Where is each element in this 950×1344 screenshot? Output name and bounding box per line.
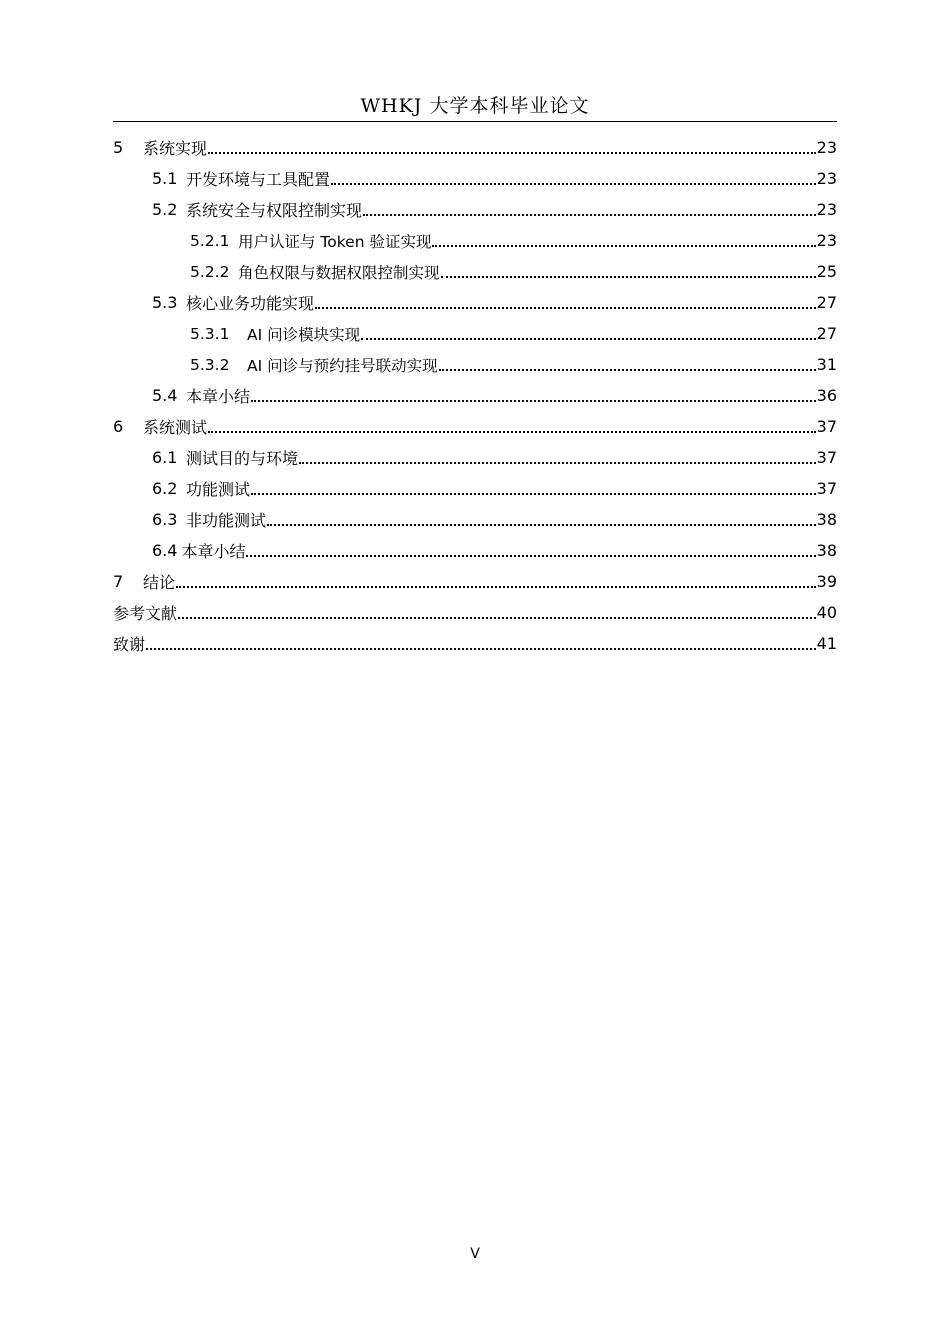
toc-entry-number: 5.2.1 bbox=[190, 231, 230, 250]
toc-entry-number: 7 bbox=[113, 572, 124, 591]
toc-dot-leader bbox=[331, 182, 816, 185]
toc-entry-number: 6.2 bbox=[152, 479, 178, 498]
toc-entry-page: 39 bbox=[816, 572, 837, 591]
toc-entry-page: 25 bbox=[816, 262, 837, 281]
toc-entry[interactable] bbox=[113, 194, 837, 225]
table-of-contents bbox=[113, 132, 837, 659]
toc-entry-title: 系统实现 bbox=[143, 139, 208, 158]
toc-entry[interactable] bbox=[113, 504, 837, 535]
toc-entry-number: 5.2 bbox=[152, 200, 178, 219]
toc-entry-page: 31 bbox=[816, 355, 837, 374]
toc-entry-title: 系统测试 bbox=[143, 418, 208, 437]
toc-entry-page: 38 bbox=[816, 541, 837, 560]
toc-entry-number: 6.4 bbox=[152, 541, 178, 560]
toc-entry-page: 27 bbox=[816, 324, 837, 343]
toc-entry[interactable] bbox=[113, 535, 837, 566]
toc-entry[interactable] bbox=[113, 318, 837, 349]
toc-entry[interactable] bbox=[113, 628, 837, 659]
toc-entry-page: 23 bbox=[816, 169, 837, 188]
toc-entry-page: 23 bbox=[816, 231, 837, 250]
toc-entry[interactable] bbox=[113, 287, 837, 318]
toc-entry-title: 核心业务功能实现 bbox=[186, 294, 315, 313]
toc-entry-number: 5 bbox=[113, 138, 124, 157]
toc-dot-leader bbox=[176, 585, 816, 588]
toc-entry-title: 系统安全与权限控制实现 bbox=[186, 201, 363, 220]
toc-entry[interactable] bbox=[113, 442, 837, 473]
toc-entry-number: 6.3 bbox=[152, 510, 178, 529]
toc-dot-leader bbox=[146, 647, 816, 650]
toc-entry-title: 结论 bbox=[143, 573, 176, 592]
toc-entry-title: 角色权限与数据权限控制实现 bbox=[238, 263, 440, 282]
toc-entry[interactable] bbox=[113, 473, 837, 504]
toc-dot-leader bbox=[208, 151, 816, 154]
toc-dot-leader bbox=[251, 399, 816, 402]
toc-entry-title: 非功能测试 bbox=[186, 511, 267, 530]
toc-entry-title: 本章小结 bbox=[186, 387, 251, 406]
footer-page-number: V bbox=[470, 1246, 480, 1262]
toc-entry-number: 5.4 bbox=[152, 386, 178, 405]
toc-entry[interactable] bbox=[113, 225, 837, 256]
toc-entry-number: 5.3.2 bbox=[190, 355, 230, 374]
toc-dot-leader bbox=[267, 523, 816, 526]
toc-entry-title: 用户认证与 Token 验证实现 bbox=[238, 232, 432, 251]
toc-entry-title: 测试目的与环境 bbox=[186, 449, 299, 468]
toc-entry[interactable] bbox=[113, 163, 837, 194]
toc-entry-title: 参考文献 bbox=[113, 604, 178, 623]
toc-dot-leader bbox=[363, 213, 816, 216]
toc-entry-number: 5.3 bbox=[152, 293, 178, 312]
toc-entry-number: 5.2.2 bbox=[190, 262, 230, 281]
toc-entry[interactable] bbox=[113, 256, 837, 287]
toc-entry-number: 5.3.1 bbox=[190, 324, 230, 343]
toc-entry-page: 36 bbox=[816, 386, 837, 405]
toc-dot-leader bbox=[246, 554, 815, 557]
toc-entry-page: 23 bbox=[816, 200, 837, 219]
toc-dot-leader bbox=[251, 492, 816, 495]
toc-entry[interactable] bbox=[113, 566, 837, 597]
toc-entry-page: 38 bbox=[816, 510, 837, 529]
toc-dot-leader bbox=[432, 244, 815, 247]
toc-entry-title: 功能测试 bbox=[186, 480, 251, 499]
toc-entry[interactable] bbox=[113, 349, 837, 380]
toc-entry[interactable] bbox=[113, 380, 837, 411]
toc-entry-page: 23 bbox=[816, 138, 837, 157]
toc-entry-number: 5.1 bbox=[152, 169, 178, 188]
toc-entry-title: 本章小结 bbox=[181, 542, 246, 561]
toc-entry-title: AI 问诊模块实现 bbox=[247, 325, 361, 344]
toc-entry-page: 37 bbox=[816, 417, 837, 436]
toc-entry-page: 37 bbox=[816, 448, 837, 467]
toc-dot-leader bbox=[441, 275, 816, 278]
toc-entry-page: 27 bbox=[816, 293, 837, 312]
toc-entry-number: 6.1 bbox=[152, 448, 178, 467]
toc-entry-title: 致谢 bbox=[113, 635, 146, 654]
toc-entry-title: AI 问诊与预约挂号联动实现 bbox=[247, 356, 438, 375]
header-title: WHKJ 大学本科毕业论文 bbox=[360, 95, 590, 117]
toc-entry-page: 40 bbox=[816, 603, 837, 622]
page-header bbox=[113, 92, 837, 122]
toc-entry[interactable] bbox=[113, 411, 837, 442]
toc-dot-leader bbox=[439, 368, 816, 371]
toc-entry[interactable] bbox=[113, 132, 837, 163]
toc-dot-leader bbox=[361, 337, 816, 340]
toc-dot-leader bbox=[315, 306, 816, 309]
toc-entry-title: 开发环境与工具配置 bbox=[186, 170, 331, 189]
toc-dot-leader bbox=[299, 461, 816, 464]
toc-dot-leader bbox=[178, 616, 816, 619]
toc-entry[interactable] bbox=[113, 597, 837, 628]
toc-entry-number: 6 bbox=[113, 417, 124, 436]
toc-entry-page: 41 bbox=[816, 634, 837, 653]
toc-dot-leader bbox=[208, 430, 816, 433]
toc-entry-page: 37 bbox=[816, 479, 837, 498]
